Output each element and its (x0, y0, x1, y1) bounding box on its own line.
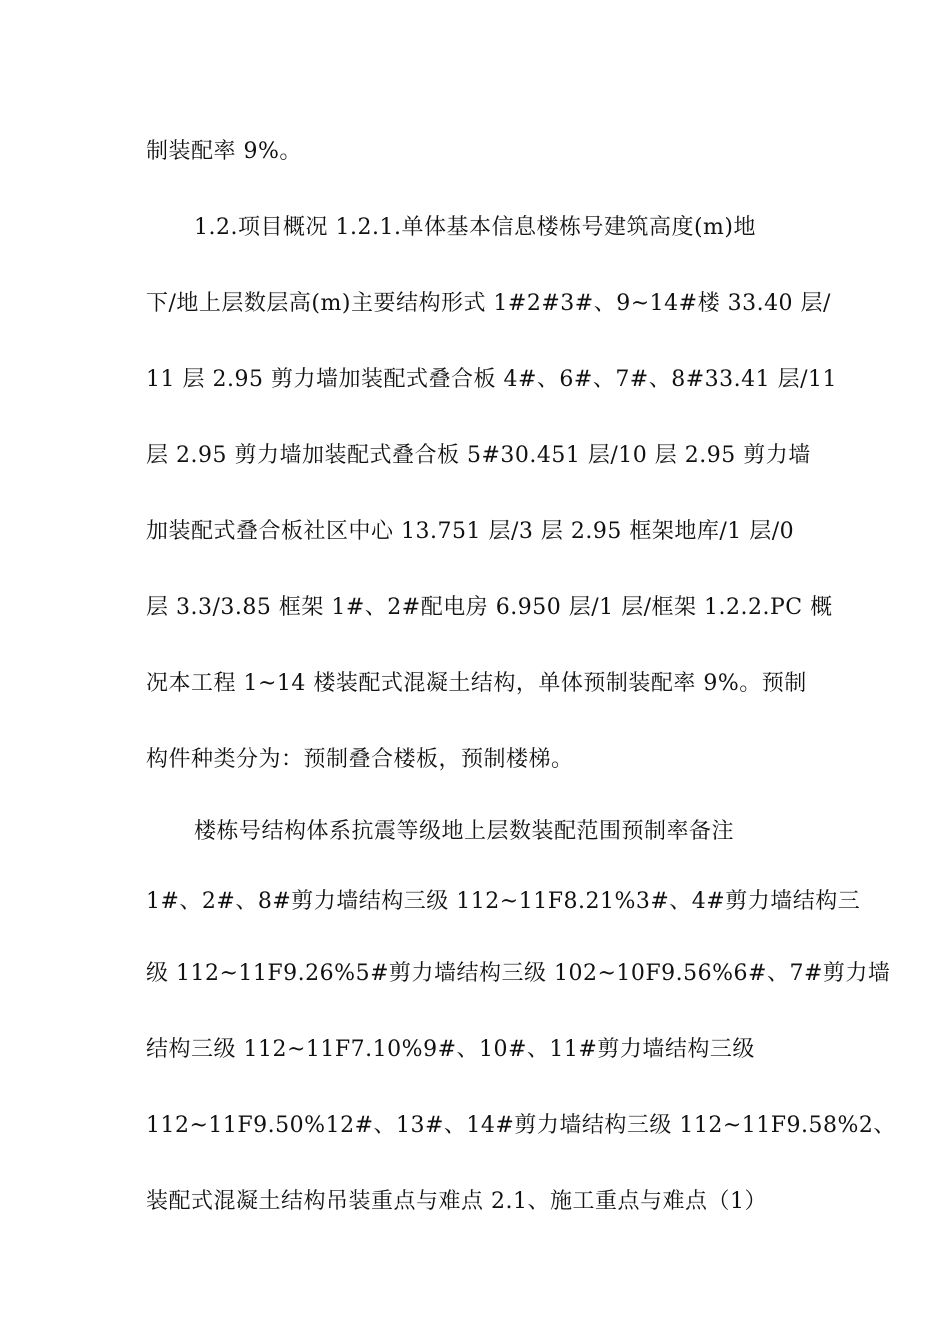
paragraph-line-8: 况本工程 1~14 楼装配式混凝土结构，单体预制装配率 9%。预制 (146, 671, 807, 696)
paragraph-line-9: 构件种类分为：预制叠合楼板，预制楼梯。 (146, 747, 574, 772)
paragraph-line-7: 层 3.3/3.85 框架 1#、2#配电房 6.950 层/1 层/框架 1.2.2.PC 概 (146, 595, 833, 620)
paragraph-line-10: 楼栋号结构体系抗震等级地上层数装配范围预制率备注 (194, 819, 735, 844)
paragraph-line-15: 装配式混凝土结构吊装重点与难点 2.1、施工重点与难点（1） (146, 1189, 767, 1214)
paragraph-line-6: 加装配式叠合板社区中心 13.751 层/3 层 2.95 框架地库/1 层/0 (146, 519, 795, 544)
paragraph-line-1: 制装配率 9%。 (146, 139, 302, 164)
paragraph-line-11: 1#、2#、8#剪力墙结构三级 112~11F8.21%3#、4#剪力墙结构三 (146, 889, 861, 914)
paragraph-line-4: 11 层 2.95 剪力墙加装配式叠合板 4#、6#、7#、8#33.41 层/11 (146, 367, 838, 392)
paragraph-line-12: 级 112~11F9.26%5#剪力墙结构三级 102~10F9.56%6#、7#剪力墙 (146, 961, 891, 986)
paragraph-line-13: 结构三级 112~11F7.10%9#、10#、11#剪力墙结构三级 (146, 1037, 755, 1062)
paragraph-line-3: 下/地上层数层高(m)主要结构形式 1#2#3#、9~14#楼 33.40 层/ (146, 291, 831, 316)
paragraph-line-5: 层 2.95 剪力墙加装配式叠合板 5#30.451 层/10 层 2.95 剪力墙 (146, 443, 811, 468)
paragraph-line-14: 112~11F9.50%12#、13#、14#剪力墙结构三级 112~11F9.58%2、 (146, 1113, 896, 1138)
paragraph-line-2: 1.2.项目概况 1.2.1.单体基本信息楼栋号建筑高度(m)地 (194, 215, 756, 240)
